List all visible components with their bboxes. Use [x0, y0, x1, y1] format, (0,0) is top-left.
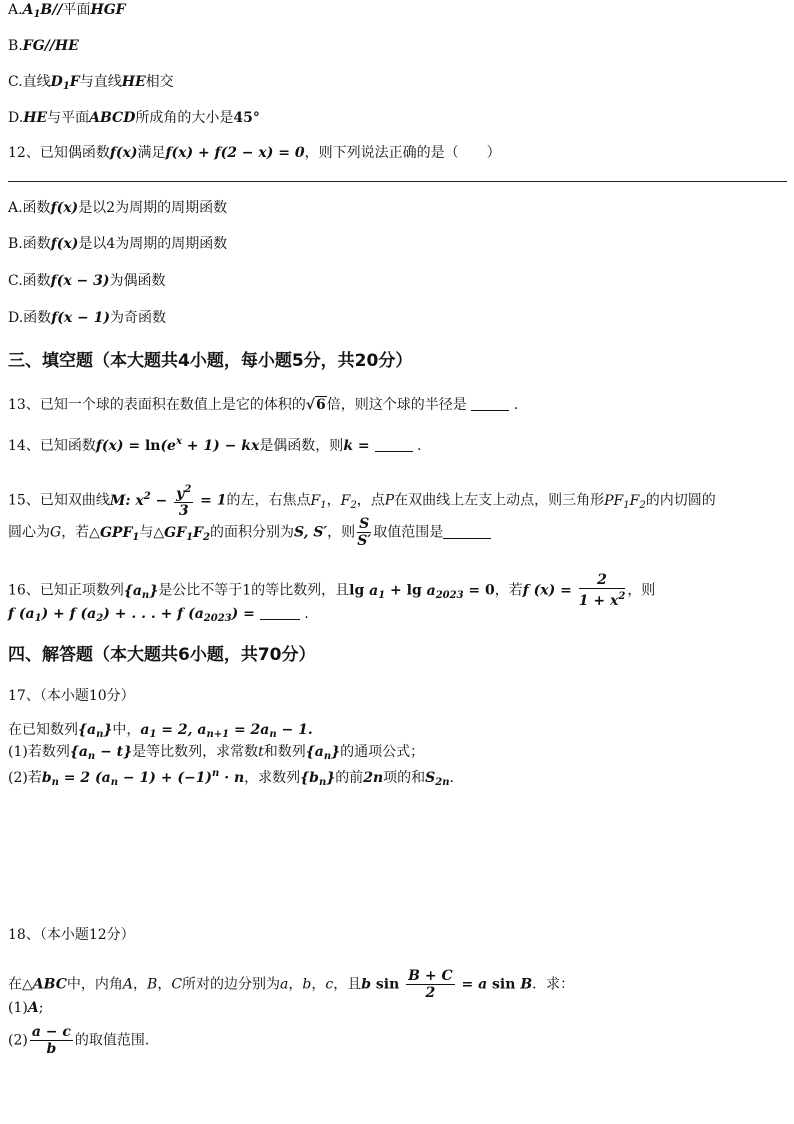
- q11-option-a: $A.A_1B//$平面HGF: [8, 2, 126, 20]
- q16-line-1: 16、已知正项数列$\{a_n\}$是公比不等于1的等比数列，且$\lg a_1 + \lg a_{2023} = 0$，若f (x) = $\frac{2}{1 + x^2}$ ，则: [8, 572, 656, 609]
- q11-option-b: B.FG//HE: [8, 38, 79, 54]
- q15-line-1: 15、已知双曲线M: $x^2$ − $\frac{y^2}{3}$ = 1的左，右焦点$F_1$，$F_2$，点P在双曲线上左支上动点，则三角形$PF_1F_2$的内切圆的: [8, 484, 716, 519]
- q16-line-2: f $(a_1) + f$ $(a_2)$ + . . . + f $(a_{2023})$ = .: [8, 606, 309, 624]
- answer-blank[interactable]: [375, 437, 413, 452]
- q17-line-3: (2)若$b_n = 2$ $(a_n - 1) + (-1)^n \cdot n$，求数列$\{b_n\}$的前2n项的和$S_{2n}$.: [8, 768, 454, 788]
- answer-blank[interactable]: [443, 524, 491, 539]
- q17-line-1: 在已知数列$\{a_n\}$中，$a_1 = 2$, $a_{n+1} = 2a_n - 1$.: [8, 722, 313, 740]
- section-3-title: 三、填空题（本大题共4小题，每小题5分，共20分）: [8, 351, 413, 371]
- section-4-title: 四、解答题（本大题共6小题，共70分）: [8, 645, 316, 665]
- q18-line-1: 在△ABC中，内角A，B，C所对的边分别为a，b，c，且b sin $\frac{B + C}{2}$ = a sin B．求：: [8, 968, 575, 1001]
- q12-option-a: A.函数f(x)是以2为周期的周期函数: [8, 200, 228, 216]
- q18-line-3: (2) $\frac{a - c}{b}$ 的取值范围.: [8, 1024, 150, 1057]
- q17-header: 17、（本小题10分）: [8, 688, 135, 704]
- q12-option-c: C.函数f(x − 3)为偶函数: [8, 273, 166, 289]
- q11-option-c: C.直线$D_1F$与直线HE相交: [8, 74, 174, 92]
- q12-option-d: D.函数f(x − 1)为奇函数: [8, 310, 167, 326]
- q18-header: 18、（本小题12分）: [8, 927, 135, 943]
- answer-blank[interactable]: [260, 605, 300, 620]
- q13: 13、已知一个球的表面积在数值上是它的体积的√6倍，则这个球的半径是 .: [8, 397, 519, 413]
- answer-blank[interactable]: [471, 396, 509, 411]
- q14: 14、已知函数$f(x) = \ln(e^x + 1)$ − kx是偶函数，则k = .: [8, 436, 422, 454]
- q17-line-2: (1)若数列$\{a_n - t\}$是等比数列，求常数t和数列$\{a_n\}$的通项公式；: [8, 744, 425, 762]
- divider-line: [8, 181, 787, 182]
- q18-line-2: (1)A;: [8, 1000, 44, 1016]
- q11-option-d: D.HE与平面ABCD所成角的大小是45°: [8, 110, 260, 126]
- q12-option-b: B.函数f(x)是以4为周期的周期函数: [8, 236, 228, 252]
- q12-stem: 12、已知偶函数f(x)满足f(x) + f(2 − x) = 0，则下列说法正确的是（ ）: [8, 145, 501, 161]
- q15-line-2: 圆心为G，若$\triangle GPF_1$与$\triangle GF_1F_2$的面积分别为S, S′，则 $\frac{S}{S'}$ 取值范围是: [8, 516, 491, 549]
